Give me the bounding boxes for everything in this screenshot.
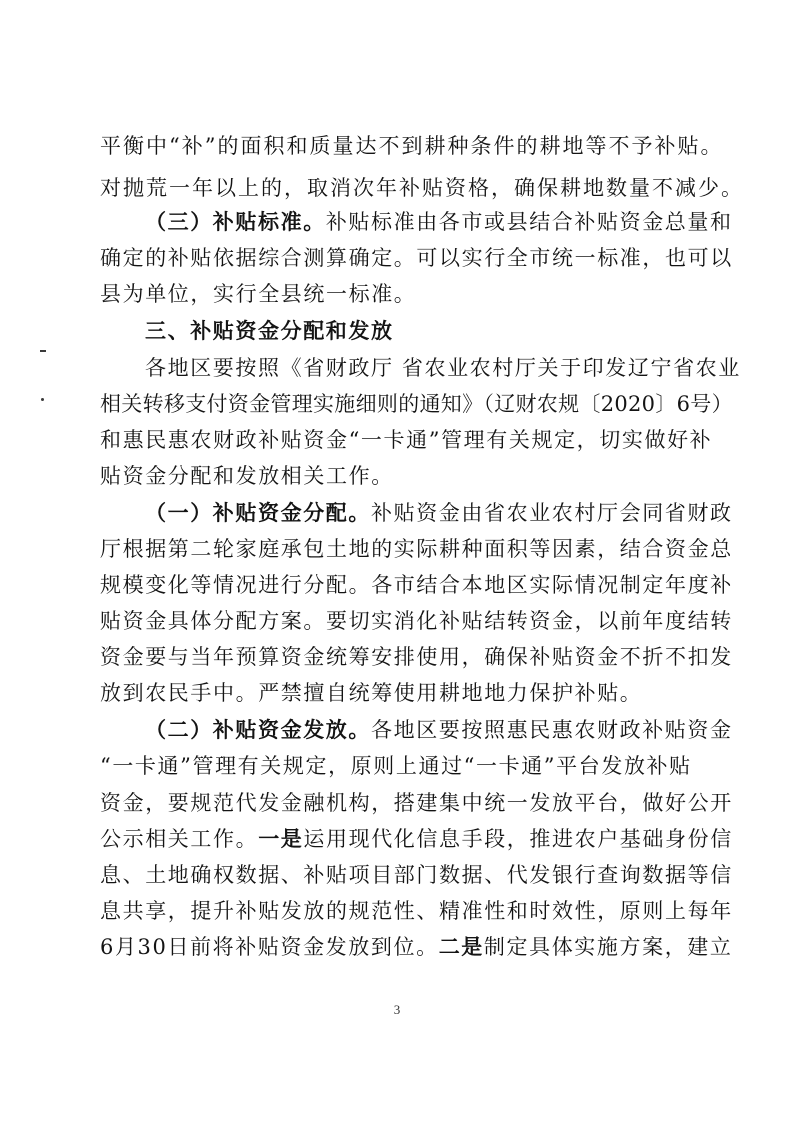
emphasis: 一是 (258, 826, 304, 851)
text-line: （三）补贴标准。补贴标准由各市或县结合补贴资金总量和 (145, 209, 733, 234)
text-line: （一）补贴资金分配。补贴资金由省农业农村厅会同省财政 (145, 500, 733, 525)
scan-dot (41, 398, 44, 401)
scan-mark (40, 350, 46, 352)
text-line: 贴资金分配和发放相关工作。 (100, 464, 394, 488)
section-heading: （二）补贴资金发放。 (145, 717, 371, 742)
text-line: 息共享，提升补贴发放的规范性、精准性和时效性，原则上每年 (100, 899, 733, 923)
page-number: 3 (393, 1002, 401, 1017)
section-heading: （一）补贴资金分配。 (145, 500, 371, 525)
text-line: 相关转移支付资金管理实施细则的通知》（辽财农规〔2020〕6号） (100, 392, 733, 416)
text-line: 和惠民惠农财政补贴资金“一卡通”管理有关规定，切实做好补 (100, 428, 713, 452)
section-heading: （三）补贴标准。 (145, 209, 326, 234)
text-line: 各地区要按照《省财政厅 省农业农村厅关于印发辽宁省农业 (145, 356, 741, 380)
text-line: 厅根据第二轮家庭承包土地的实际耕种面积等因素，结合资金总 (100, 537, 733, 561)
text-line: 资金要与当年预算资金统筹安排使用，确保补贴资金不折不扣发 (100, 645, 733, 669)
text-line: 确定的补贴依据综合测算确定。可以实行全市统一标准，也可以 (100, 246, 733, 270)
text-line: “一卡通”管理有关规定，原则上通过“一卡通”平台发放补贴 (100, 754, 692, 778)
text-line: 6月30日前将补贴资金发放到位。二是制定具体实施方案，建立 (100, 934, 733, 959)
text-line: 公示相关工作。一是运用现代化信息手段，推进农户基础身份信 (100, 826, 733, 851)
text-line: （二）补贴资金发放。各地区要按照惠民惠农财政补贴资金 (145, 717, 733, 742)
text-line: 息、土地确权数据、补贴项目部门数据、代发银行查询数据等信 (100, 863, 733, 887)
text-line: 放到农民手中。严禁擅自统筹使用耕地地力保护补贴。 (100, 681, 643, 705)
emphasis: 二是 (438, 934, 484, 959)
text-line: 平衡中“补”的面积和质量达不到耕种条件的耕地等不予补贴。 (100, 134, 724, 158)
text-line: 资金，要规范代发金融机构，搭建集中统一发放平台，做好公开 (100, 791, 733, 815)
text-line: 贴资金具体分配方案。要切实消化补贴结转资金，以前年度结转 (100, 609, 733, 633)
chapter-heading: 三、补贴资金分配和发放 (145, 318, 394, 343)
text-line: 对抛荒一年以上的，取消次年补贴资格，确保耕地数量不减少。 (100, 176, 744, 200)
text-line: 县为单位，实行全县统一标准。 (100, 282, 417, 306)
text-line: 规模变化等情况进行分配。各市结合本地区实际情况制定年度补 (100, 573, 733, 597)
